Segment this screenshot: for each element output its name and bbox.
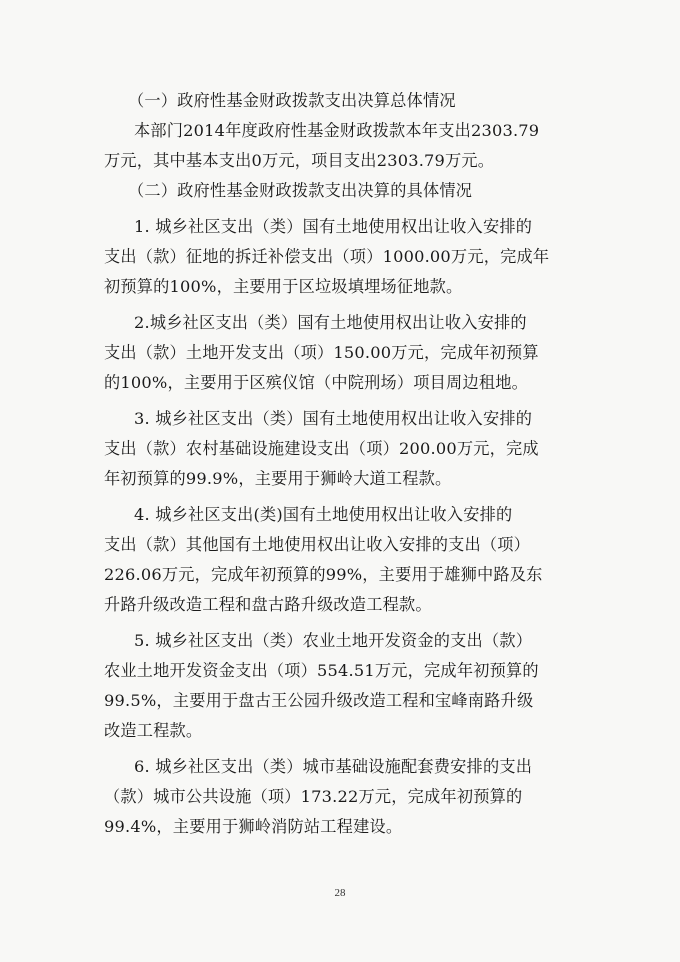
text-line: 支出（款）征地的拆迁补偿支出（项）1000.00万元，完成年: [104, 247, 550, 266]
text-line: 1. 城乡社区支出（类）国有土地使用权出让收入安排的: [134, 217, 533, 236]
text-line: 5. 城乡社区支出（类）农业土地开发资金的支出（款）: [134, 631, 533, 650]
text-line: 农业土地开发资金支出（项）554.51万元，完成年初预算的: [104, 661, 539, 680]
section-heading-general: [122, 86, 568, 116]
text-line: 6. 城乡社区支出（类）城市基础设施配套费安排的支出: [134, 757, 533, 776]
document-body: [104, 86, 568, 842]
text-line: 支出（款）农村基础设施建设支出（项）200.00万元，完成: [104, 439, 539, 458]
item-paragraph-5: [104, 626, 568, 746]
text-line: 改造工程款。: [104, 721, 203, 740]
text-line: 4. 城乡社区支出(类)国有土地使用权出让收入安排的: [134, 505, 513, 524]
text-line: 万元，其中基本支出0万元，项目支出2303.79万元。: [104, 151, 495, 170]
item-paragraph-6: [104, 752, 568, 842]
text-line: 99.4%，主要用于狮岭消防站工程建设。: [104, 817, 403, 836]
item-paragraph-3: [104, 404, 568, 494]
page-number: 28: [334, 887, 346, 899]
section-heading-details: [122, 176, 568, 206]
text-line: 支出（款）其他国有土地使用权出让收入安排的支出（项）: [104, 535, 531, 554]
text-line: 3. 城乡社区支出（类）国有土地使用权出让收入安排的: [134, 409, 533, 428]
text-line: 升路升级改造工程和盘古路升级改造工程款。: [104, 595, 432, 614]
summary-paragraph: [104, 116, 568, 176]
text-line: （一）政府性基金财政拨款支出决算总体情况: [128, 91, 456, 110]
text-line: （款）城市公共设施（项）173.22万元，完成年初预算的: [104, 787, 523, 806]
item-paragraph-2: [104, 308, 568, 398]
text-line: （二）政府性基金财政拨款支出决算的具体情况: [128, 181, 473, 200]
text-line: 年初预算的99.9%，主要用于狮岭大道工程款。: [104, 469, 452, 488]
item-paragraph-4: [104, 500, 568, 620]
text-line: 226.06万元，完成年初预算的99%，主要用于雄狮中路及东: [104, 565, 543, 584]
text-line: 的100%，主要用于区殡仪馆（中院刑场）项目周边租地。: [104, 373, 528, 392]
text-line: 本部门2014年度政府性基金财政拨款本年支出2303.79: [134, 121, 540, 140]
text-line: 初预算的100%，主要用于区垃圾填埋场征地款。: [104, 277, 463, 296]
text-line: 支出（款）土地开发支出（项）150.00万元，完成年初预算: [104, 343, 539, 362]
text-line: 2.城乡社区支出（类）国有土地使用权出让收入安排的: [134, 313, 527, 332]
item-paragraph-1: [104, 212, 568, 302]
text-line: 99.5%，主要用于盘古王公园升级改造工程和宝峰南路升级: [104, 691, 534, 710]
